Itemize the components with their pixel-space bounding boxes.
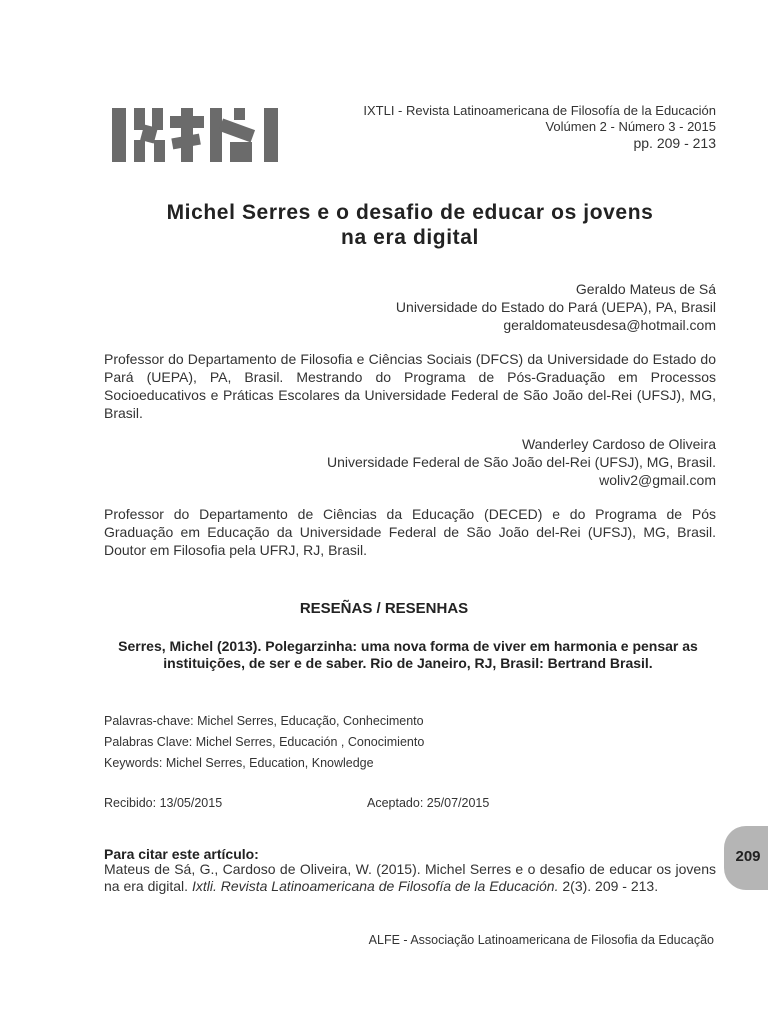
keywords-en: Keywords: Michel Serres, Education, Knowledge: [104, 756, 374, 770]
received-date: Recibido: 13/05/2015: [104, 796, 223, 810]
journal-header: [363, 103, 716, 151]
author1-block: [396, 280, 716, 334]
article-title: [96, 200, 724, 250]
author1-affiliation: Universidade do Estado do Pará (UEPA), PA, Brasil: [395, 299, 716, 315]
article-title-line2: na era digital: [341, 226, 479, 249]
reviewed-book-reference: Serres, Michel (2013). Polegarzinha: uma nova forma de viver em harmonia e pensar as instituições, de ser e de saber. Rio de Janeiro, RJ, Brasil: Bertrand Brasil.: [118, 638, 698, 671]
keywords-pt: Palavras-chave: Michel Serres, Educação, Conhecimento: [104, 714, 424, 728]
author1-name: Geraldo Mateus de Sá: [575, 281, 716, 297]
author2-bio: Professor do Departamento de Ciências da Educação (DECED) e do Programa de Pós Graduação em Educação da Universidade Federal de São João del-Rei (UFSJ), MG, Brasil. Doutor em Filosofia pela UFRJ, RJ, Brasil.: [104, 506, 716, 558]
author2-name: Wanderley Cardoso de Oliveira: [521, 436, 716, 452]
footer-association: ALFE - Associação Latinoamericana de Filosofia da Educação: [368, 933, 714, 947]
citation-journal: Ixtli. Revista Latinoamericana de Filosofía de la Educación.: [191, 878, 559, 894]
journal-pages: pp. 209 - 213: [633, 135, 716, 151]
keywords-es: Palabras Clave: Michel Serres, Educación , Conocimiento: [104, 735, 425, 749]
journal-name: IXTLI - Revista Latinoamericana de Filosofía de la Educación: [363, 103, 716, 118]
author2-block: [327, 435, 716, 489]
journal-volume: Volúmen 2 - Número 3 - 2015: [545, 119, 716, 134]
ixtli-logo-icon: [112, 106, 278, 164]
author2-affiliation: Universidade Federal de São João del-Rei (UFSJ), MG, Brasil.: [326, 454, 716, 470]
citation-text: [104, 861, 716, 895]
author2-email: woliv2@gmail.com: [599, 472, 716, 488]
author1-bio: Professor do Departamento de Filosofia e Ciências Sociais (DFCS) da Universidade do Estado do Pará (UEPA), PA, Brasil. Mestrando do Programa de Pós-Graduação em Processos Socioeducativos e Práticas Escolares da Universidade Federal de São João del-Rei (UFSJ), MG, Brasil.: [104, 351, 716, 421]
section-heading: RESEÑAS / RESENHAS: [299, 600, 469, 617]
citation-end: 2(3). 209 - 213.: [558, 878, 659, 894]
page-number: 209: [735, 848, 761, 865]
article-title-line1: Michel Serres e o desafio de educar os jovens: [166, 201, 654, 224]
accepted-date: Aceptado: 25/07/2015: [367, 796, 490, 810]
citation-main: Mateus de Sá, G., Cardoso de Oliveira, W. (2015). Michel Serres e o desafio de educar os jovens na era digital.: [104, 861, 716, 894]
citation-heading: Para citar este artículo:: [104, 846, 259, 862]
author1-email: geraldomateusdesa@hotmail.com: [503, 317, 716, 333]
